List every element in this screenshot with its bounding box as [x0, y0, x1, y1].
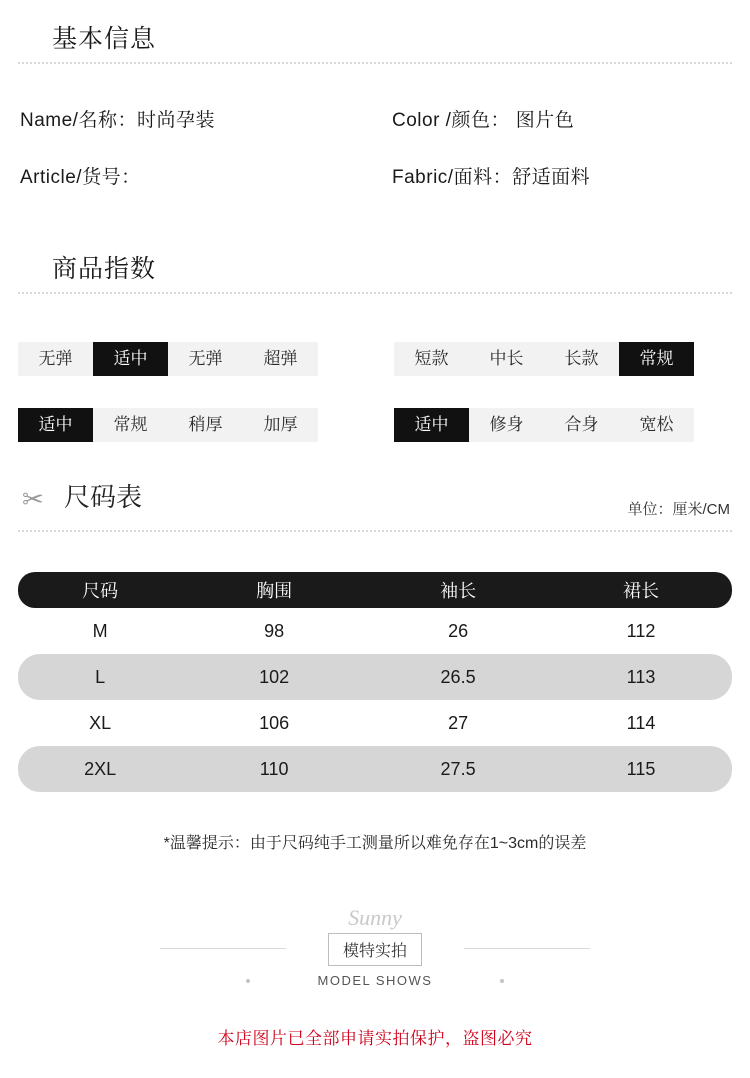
chip-group-elasticity — [18, 342, 318, 376]
model-shows-label-cn: 模特实拍 — [328, 933, 422, 966]
cell-bust: 110 — [182, 746, 366, 792]
cell-size: M — [92, 620, 108, 641]
model-shows-label-en-wrap — [0, 973, 750, 988]
divider-right — [464, 948, 590, 949]
basic-info-row — [20, 162, 732, 189]
chip-row-thickness-fit — [18, 408, 732, 442]
chip-thickness-1[interactable]: 常规 — [93, 408, 168, 442]
divider-left — [160, 948, 286, 949]
cell-bust: 102 — [182, 654, 366, 700]
size-table — [18, 572, 732, 792]
table-row — [18, 608, 732, 654]
cell-size: 2XL — [18, 746, 182, 792]
brand-script: Sunny — [348, 905, 402, 930]
product-index-heading — [18, 252, 732, 294]
chip-thickness-2[interactable]: 稍厚 — [168, 408, 243, 442]
product-fabric-field: Fabric/面料：舒适面料 — [392, 167, 591, 188]
cell-skirt: 115 — [550, 746, 732, 792]
table-header-row — [18, 572, 732, 608]
cell-sleeve: 27.5 — [366, 746, 550, 792]
cell-sleeve: 26 — [448, 620, 469, 641]
divider-dotted — [18, 62, 732, 64]
table-header-size: 尺码 — [18, 572, 182, 608]
divider-dotted — [18, 530, 732, 532]
product-color-field: Color /颜色： 图片色 — [392, 110, 575, 131]
chip-fit-0[interactable]: 适中 — [394, 408, 469, 442]
size-chart-title: 尺码表 — [64, 482, 143, 512]
model-shows-label-en: MODEL SHOWS — [317, 973, 433, 988]
product-name-field: Name/名称：时尚孕装 — [20, 110, 215, 131]
cell-sleeve: 26.5 — [366, 654, 550, 700]
size-unit-label: 单位：厘米/CM — [627, 501, 730, 518]
chip-fit-1[interactable]: 修身 — [469, 408, 544, 442]
product-article-field: Article/货号： — [20, 167, 141, 188]
basic-info-grid — [20, 105, 732, 219]
chip-length-3[interactable]: 常规 — [619, 342, 694, 376]
table-header-skirt: 裙长 — [550, 572, 732, 608]
chip-elasticity-2[interactable]: 无弹 — [168, 342, 243, 376]
chip-elasticity-0[interactable]: 无弹 — [18, 342, 93, 376]
chip-row-elasticity-length — [18, 342, 732, 376]
product-index-title: 商品指数 — [52, 255, 157, 283]
cell-skirt: 114 — [626, 712, 656, 733]
chip-group-length — [394, 342, 694, 376]
cell-skirt: 112 — [626, 620, 656, 641]
model-box-row — [0, 933, 750, 963]
divider-dotted — [18, 292, 732, 294]
measurement-tip: *温馨提示：由于尺码纯手工测量所以难免存在1~3cm的误差 — [163, 835, 587, 852]
cell-sleeve: 27 — [448, 712, 469, 733]
cell-skirt: 113 — [550, 654, 732, 700]
chip-fit-2[interactable]: 合身 — [544, 408, 619, 442]
scissors-icon: ✂ — [22, 484, 44, 514]
dot-right-icon — [500, 979, 504, 983]
table-row — [18, 654, 732, 700]
chip-thickness-3[interactable]: 加厚 — [243, 408, 318, 442]
chip-group-fit — [394, 408, 694, 442]
dot-left-icon — [246, 979, 250, 983]
basic-info-row — [20, 105, 732, 132]
table-row — [18, 700, 732, 746]
basic-info-heading — [18, 22, 732, 64]
copyright-warning: 本店图片已全部申请实拍保护，盗图必究 — [217, 1029, 533, 1048]
chip-elasticity-1[interactable]: 适中 — [93, 342, 168, 376]
chip-length-1[interactable]: 中长 — [469, 342, 544, 376]
chip-thickness-0[interactable]: 适中 — [18, 408, 93, 442]
cell-size: L — [18, 654, 182, 700]
cell-size: XL — [89, 712, 112, 733]
size-chart-heading — [18, 478, 732, 532]
table-header-sleeve: 袖长 — [366, 572, 550, 608]
chip-length-2[interactable]: 长款 — [544, 342, 619, 376]
chip-length-0[interactable]: 短款 — [394, 342, 469, 376]
chip-elasticity-3[interactable]: 超弹 — [243, 342, 318, 376]
model-shows-footer — [0, 905, 750, 988]
cell-bust: 98 — [264, 620, 285, 641]
table-row — [18, 746, 732, 792]
product-index-chips — [18, 342, 732, 474]
basic-info-title: 基本信息 — [52, 25, 157, 53]
cell-bust: 106 — [259, 712, 290, 733]
chip-fit-3[interactable]: 宽松 — [619, 408, 694, 442]
chip-group-thickness — [18, 408, 318, 442]
table-header-bust: 胸围 — [182, 572, 366, 608]
